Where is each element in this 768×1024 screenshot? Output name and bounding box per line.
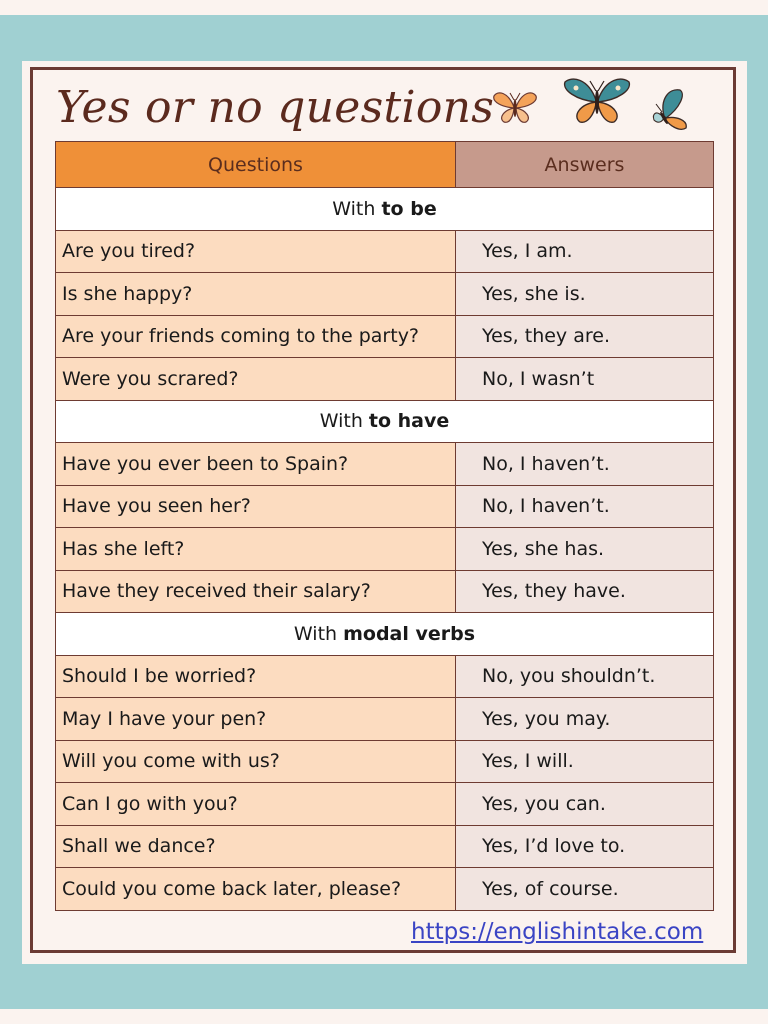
section-row-to-be bbox=[56, 188, 714, 231]
question-cell: Will you come with us? bbox=[56, 740, 456, 783]
page-title: Yes or no questions bbox=[56, 82, 495, 133]
butterfly-icon-teal-side bbox=[646, 86, 692, 132]
answer-cell: No, I haven’t. bbox=[456, 443, 714, 486]
question-cell: Have they received their salary? bbox=[56, 570, 456, 613]
answer-cell: Yes, she is. bbox=[456, 273, 714, 316]
question-cell: Are your friends coming to the party? bbox=[56, 315, 456, 358]
question-cell: Shall we dance? bbox=[56, 825, 456, 868]
question-cell: Are you tired? bbox=[56, 230, 456, 273]
table-row bbox=[56, 825, 714, 868]
table-row bbox=[56, 655, 714, 698]
answer-cell: No, I wasn’t bbox=[456, 358, 714, 401]
questions-table bbox=[55, 141, 714, 911]
question-cell: Is she happy? bbox=[56, 273, 456, 316]
section-row-modal-verbs bbox=[56, 613, 714, 656]
question-cell: May I have your pen? bbox=[56, 698, 456, 741]
table-row bbox=[56, 740, 714, 783]
answer-cell: Yes, they have. bbox=[456, 570, 714, 613]
answer-cell: Yes, they are. bbox=[456, 315, 714, 358]
butterfly-icon-teal-large bbox=[562, 76, 632, 126]
table-row bbox=[56, 485, 714, 528]
table-header-row bbox=[56, 142, 714, 188]
answer-cell: Yes, of course. bbox=[456, 868, 714, 911]
footer-link[interactable]: https://englishintake.com bbox=[411, 919, 704, 945]
table-row bbox=[56, 273, 714, 316]
table-row bbox=[56, 528, 714, 571]
table-row bbox=[56, 443, 714, 486]
question-cell: Can I go with you? bbox=[56, 783, 456, 826]
answer-cell: Yes, I will. bbox=[456, 740, 714, 783]
answer-cell: Yes, you can. bbox=[456, 783, 714, 826]
answer-cell: Yes, I’d love to. bbox=[456, 825, 714, 868]
table-row bbox=[56, 570, 714, 613]
question-cell: Should I be worried? bbox=[56, 655, 456, 698]
section-heading: With to be bbox=[56, 188, 714, 231]
question-cell: Has she left? bbox=[56, 528, 456, 571]
answer-cell: Yes, she has. bbox=[456, 528, 714, 571]
table-row bbox=[56, 783, 714, 826]
answer-cell: No, I haven’t. bbox=[456, 485, 714, 528]
answer-cell: Yes, I am. bbox=[456, 230, 714, 273]
section-row-to-have bbox=[56, 400, 714, 443]
table-row bbox=[56, 315, 714, 358]
question-cell: Have you seen her? bbox=[56, 485, 456, 528]
butterfly-icon-orange bbox=[492, 88, 538, 126]
table-row bbox=[56, 698, 714, 741]
answer-cell: No, you shouldn’t. bbox=[456, 655, 714, 698]
table-row bbox=[56, 230, 714, 273]
section-heading: With modal verbs bbox=[56, 613, 714, 656]
table-row bbox=[56, 358, 714, 401]
answers-header: Answers bbox=[456, 142, 714, 188]
section-heading: With to have bbox=[56, 400, 714, 443]
table-row bbox=[56, 868, 714, 911]
question-cell: Have you ever been to Spain? bbox=[56, 443, 456, 486]
questions-header: Questions bbox=[56, 142, 456, 188]
answer-cell: Yes, you may. bbox=[456, 698, 714, 741]
question-cell: Were you scrared? bbox=[56, 358, 456, 401]
question-cell: Could you come back later, please? bbox=[56, 868, 456, 911]
